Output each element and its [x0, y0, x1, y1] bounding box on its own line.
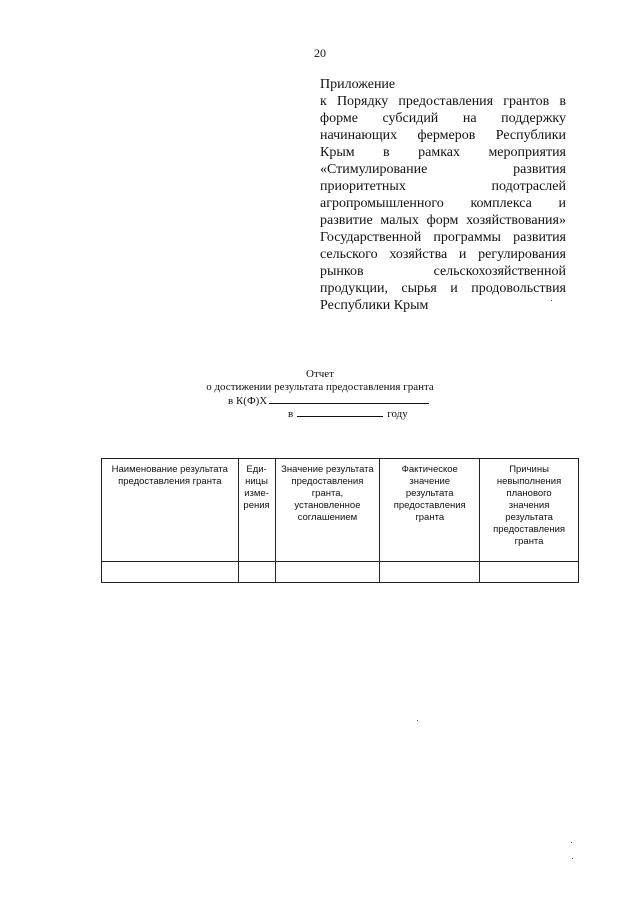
appendix-line: развитие малых форм хозяйствования» — [320, 213, 566, 228]
report-farm-line — [228, 394, 429, 407]
scan-speck — [572, 858, 573, 859]
appendix-line: Государственной программы развития — [320, 230, 566, 245]
table-cell[interactable] — [380, 562, 480, 583]
appendix-line: рынков сельскохозяйственной — [320, 264, 566, 279]
appendix-line: приоритетных подотраслей — [320, 179, 566, 194]
report-year-line — [288, 407, 408, 420]
table-cell[interactable] — [480, 562, 579, 583]
appendix-line: Республики Крым — [320, 298, 429, 313]
year-suffix: году — [387, 408, 408, 420]
year-prefix: в — [288, 408, 294, 420]
appendix-line: форме субсидий на поддержку — [320, 111, 566, 126]
appendix-line: «Стимулирование развития — [320, 162, 566, 177]
farm-name-blank — [269, 394, 429, 404]
table-row — [102, 562, 579, 583]
appendix-line: Крым в рамках мероприятия — [320, 145, 566, 160]
table-cell[interactable] — [275, 562, 380, 583]
report-title: Отчет — [306, 368, 334, 380]
column-header-result-name: Наименование результата предоставления гранта — [102, 459, 239, 562]
appendix-line: агропромышленного комплекса и — [320, 196, 566, 211]
column-header-unit: Еди- ницы изме- рения — [238, 459, 275, 562]
scan-speck — [417, 720, 418, 721]
appendix-line: к Порядку предоставления грантов в — [320, 94, 566, 109]
report-subtitle: о достижении результата предоставления гранта — [206, 381, 434, 393]
column-header-actual-value: Фактическое значение результата предоставления гранта — [380, 459, 480, 562]
appendix-line: Приложение — [320, 77, 396, 92]
appendix-block — [320, 76, 566, 314]
table-cell[interactable] — [102, 562, 239, 583]
year-blank — [297, 407, 383, 417]
column-header-planned-value: Значение результата предоставления гранта, установленное соглашением — [275, 459, 380, 562]
appendix-line: продукции, сырья и продовольствия — [320, 281, 566, 296]
page-number: 20 — [314, 46, 326, 60]
scan-speck — [551, 300, 552, 301]
table-header-row — [102, 459, 579, 562]
appendix-line: сельского хозяйства и регулирования — [320, 247, 566, 262]
scan-speck — [571, 842, 572, 843]
report-table — [101, 458, 579, 583]
column-header-reasons: Причины невыполнения планового значения результата предоставления гранта — [480, 459, 579, 562]
table-cell[interactable] — [238, 562, 275, 583]
appendix-line: начинающих фермеров Республики — [320, 128, 566, 143]
farm-label: в К(Ф)Х — [228, 395, 268, 407]
